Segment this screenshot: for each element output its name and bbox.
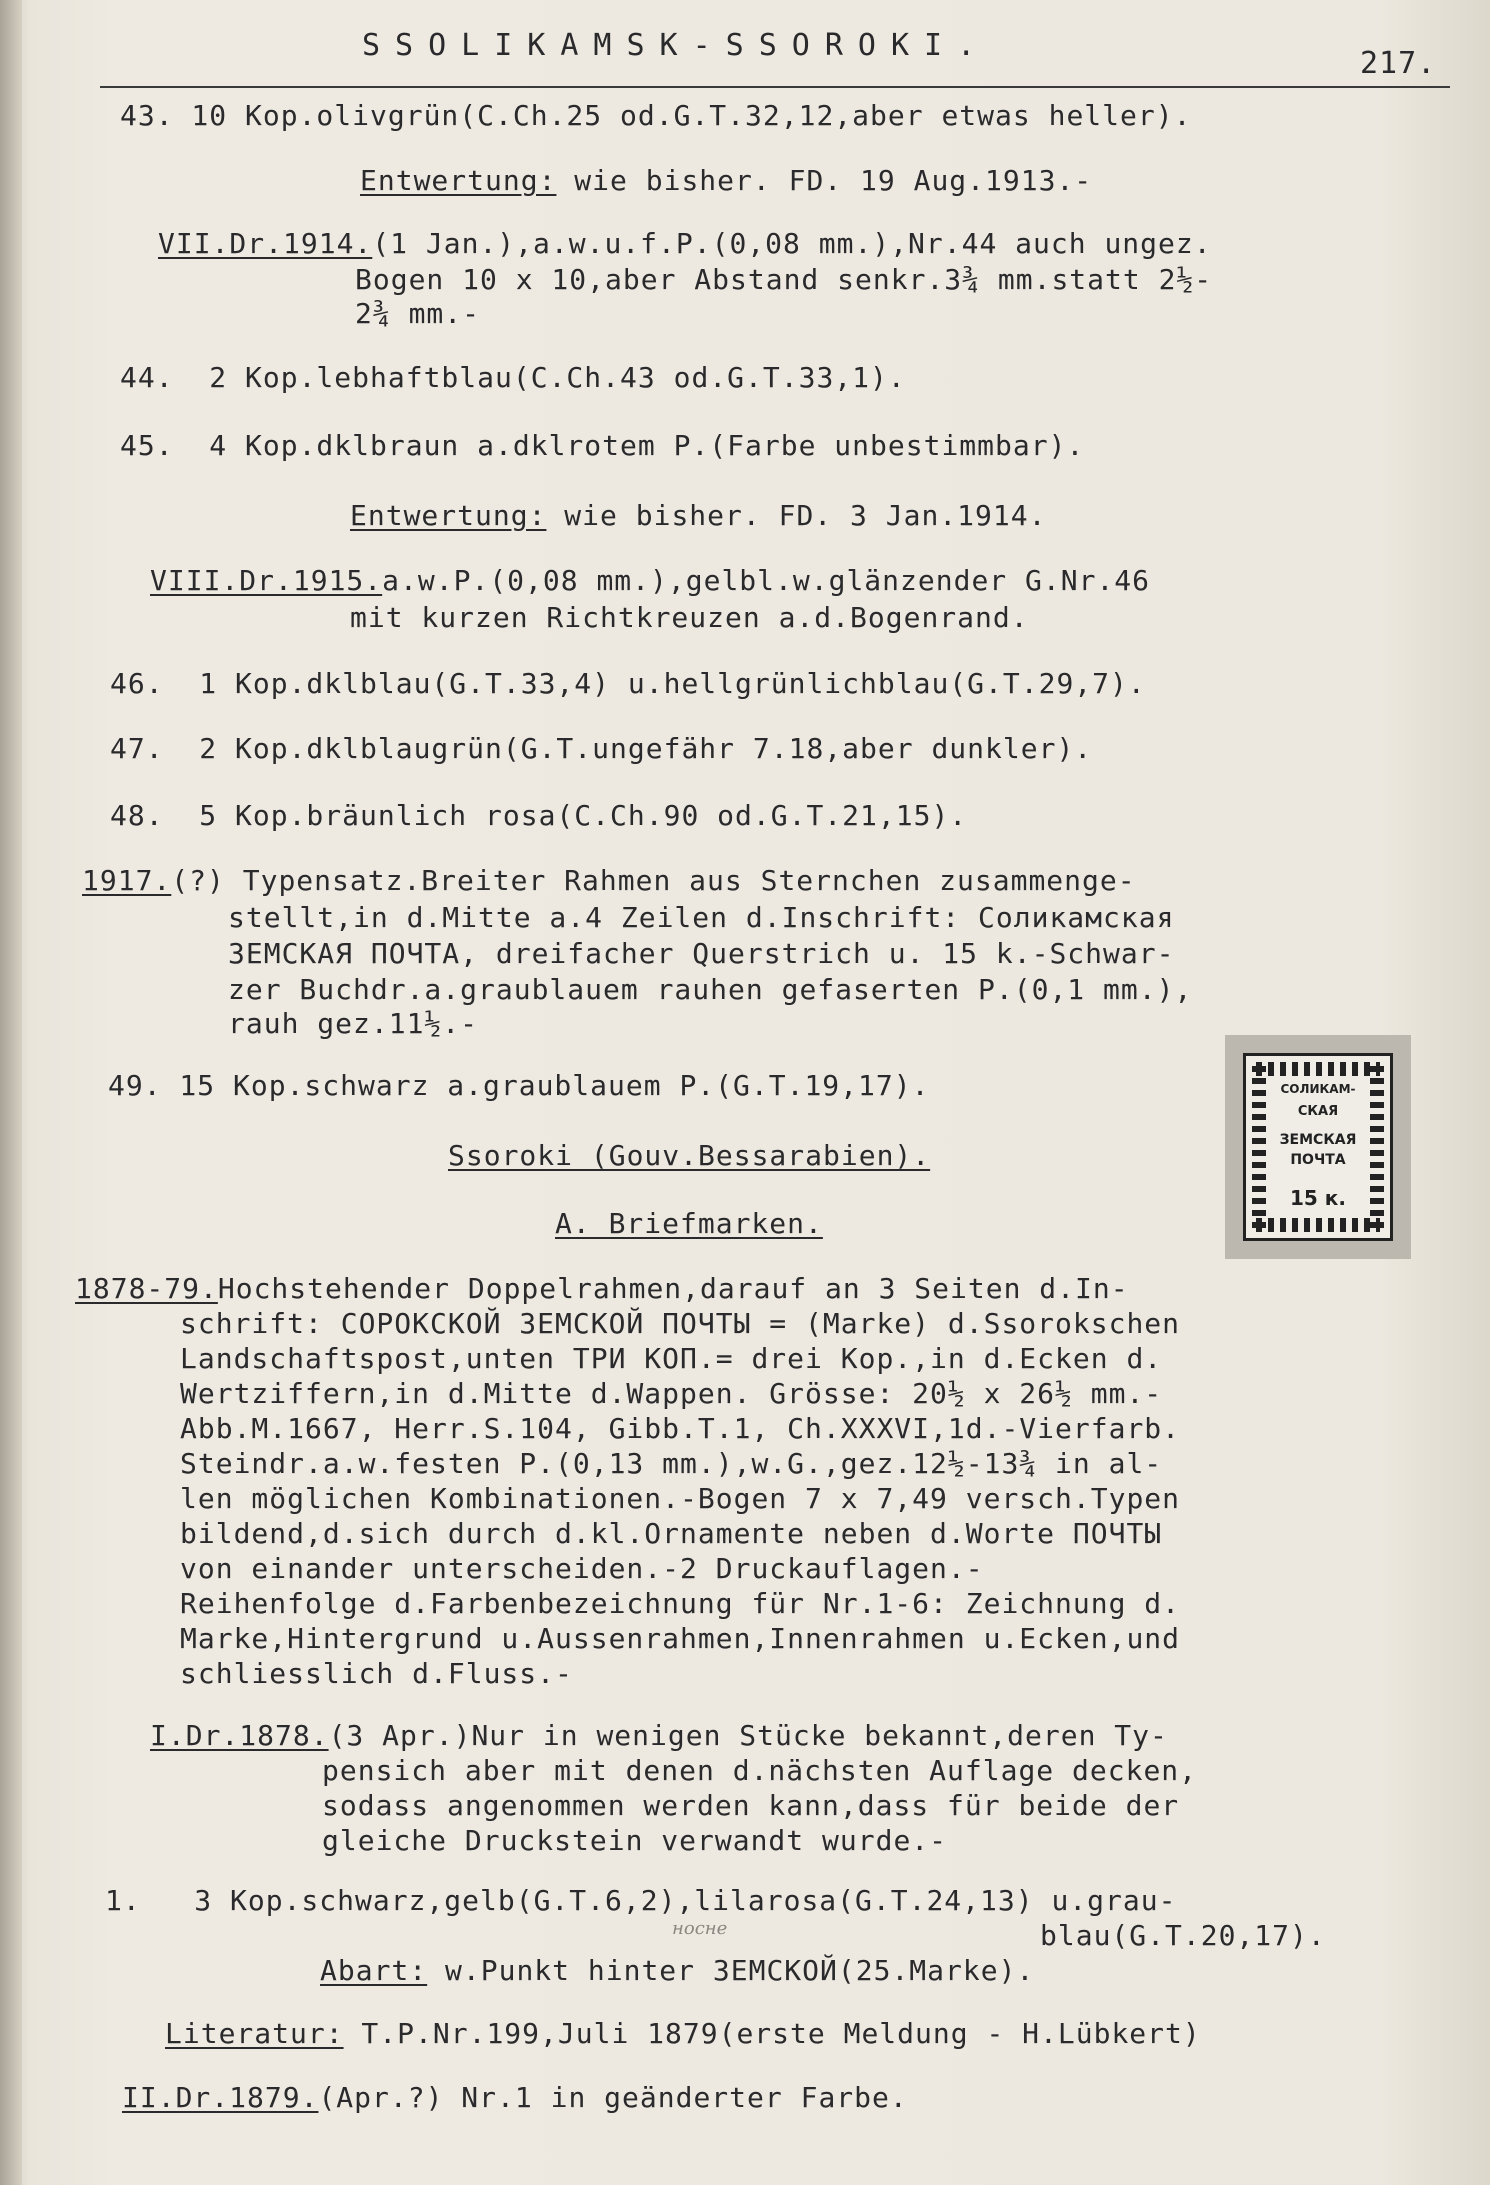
label-literatur: Literatur:: [165, 2017, 344, 2050]
issue-vii-1914: VII.Dr.1914.(1 Jan.),a.w.u.f.P.(0,08 mm.),Nr.44 auch ungez.: [158, 227, 1212, 260]
header-rule: [100, 86, 1450, 88]
entry-47: 47. 2 Kop.dklblaugrün(G.T.ungefähr 7.18,aber dunkler).: [110, 732, 1093, 765]
label-entwertung: Entwertung:: [360, 164, 557, 197]
entry-46: 46. 1 Kop.dklblau(G.T.33,4) u.hellgrünlichblau(G.T.29,7).: [110, 667, 1146, 700]
entry-44: 44. 2 Kop.lebhaftblau(C.Ch.43 od.G.T.33,1).: [120, 361, 906, 394]
issue-1878-cont-10: Marke,Hintergrund u.Aussenrahmen,Innenrahmen u.Ecken,und: [180, 1622, 1181, 1655]
literature-line: Literatur: T.P.Nr.199,Juli 1879(erste Meldung - H.Lübkert): [165, 2017, 1201, 2050]
entry-1-cont: blau(G.T.20,17).: [1040, 1919, 1326, 1952]
stamp-star-border-top: [1256, 1062, 1380, 1076]
label-i-dr-1878: I.Dr.1878.: [150, 1719, 329, 1752]
issue-1878-cont-1: schrift: СОРОКСКОЙ ЗЕМСКОЙ ПОЧТЫ = (Marke) d.Ssorokschen: [180, 1307, 1181, 1340]
cancellation-line: Entwertung: wie bisher. FD. 19 Aug.1913.-: [360, 164, 1093, 197]
stamp-text-line2: ЗЕМСКАЯ: [1279, 1132, 1357, 1148]
variety-line: Abart: w.Punkt hinter ЗЕМСКОЙ(25.Marke).: [320, 1954, 1035, 1987]
label-ii-dr-1879: II.Dr.1879.: [122, 2081, 319, 2114]
stamp-frame: [1243, 1053, 1393, 1241]
stamp-star-border-bottom: [1256, 1218, 1380, 1232]
issue-ii-1879: II.Dr.1879.(Apr.?) Nr.1 in geänderter Farbe.: [122, 2081, 908, 2114]
issue-viii-1915: VIII.Dr.1915.a.w.P.(0,08 mm.),gelbl.w.glänzender G.Nr.46: [150, 564, 1151, 597]
stamp-text-line1: СКАЯ: [1297, 1104, 1339, 1119]
issue-1878-cont-2: Landschaftspost,unten ТРИ КОП.= drei Kop.,in d.Ecken d.: [180, 1342, 1163, 1375]
entry-43: 43. 10 Kop.olivgrün(C.Ch.25 od.G.T.32,12,aber etwas heller).: [120, 99, 1192, 132]
running-header-title: SSOLIKAMSK-SSOROKI.: [362, 28, 991, 63]
issue-i-1878: I.Dr.1878.(3 Apr.)Nur in wenigen Stücke bekannt,deren Ty-: [150, 1719, 1168, 1752]
entry-45: 45. 4 Kop.dklbraun a.dklrotem P.(Farbe unbestimmbar).: [120, 429, 1085, 462]
issue-viii-cont: mit kurzen Richtkreuzen a.d.Bogenrand.: [350, 601, 1029, 634]
issue-vii-cont-2: 2¾ mm.-: [355, 297, 481, 330]
issue-1917: 1917.(?) Typensatz.Breiter Rahmen aus Sternchen zusammenge-: [82, 864, 1136, 897]
pencil-annotation: носне: [672, 1918, 728, 1939]
stamp-text-line3: ПОЧТА: [1290, 1152, 1346, 1168]
issue-1878-cont-7: bildend,d.sich durch d.kl.Ornamente neben d.Worte ПОЧТЫ: [180, 1517, 1163, 1550]
stamp-value: 15 к.: [1290, 1186, 1346, 1210]
issue-1878-cont-4: Abb.M.1667, Herr.S.104, Gibb.T.1, Ch.XXXVI,1d.-Vierfarb.: [180, 1412, 1181, 1445]
label-1878-79: 1878-79.: [75, 1272, 218, 1305]
page-number: 217.: [1360, 46, 1437, 81]
issue-1878-cont-3: Wertziffern,in d.Mitte d.Wappen. Grösse: 20½ x 26½ mm.-: [180, 1377, 1163, 1410]
issue-1917-cont-3: zer Buchdr.a.graublauem rauhen gefaserten P.(0,1 mm.),: [228, 973, 1193, 1006]
issue-1878-79: 1878-79.Hochstehender Doppelrahmen,darauf an 3 Seiten d.In-: [75, 1272, 1129, 1305]
label-entwertung: Entwertung:: [350, 499, 547, 532]
label-vii-dr-1914: VII.Dr.1914.: [158, 227, 373, 260]
issue-1878-cont-8: von einander unterscheiden.-2 Druckauflagen.-: [180, 1552, 984, 1585]
issue-i-cont-3: gleiche Druckstein verwandt wurde.-: [322, 1824, 948, 1857]
subsection-heading-briefmarken: A. Briefmarken.: [555, 1207, 823, 1240]
book-spine-shadow: [0, 0, 22, 2185]
issue-1917-cont-4: rauh gez.11½.-: [228, 1007, 479, 1040]
stamp-text-top: СОЛИКАМ-: [1280, 1082, 1356, 1096]
issue-1878-cont-6: len möglichen Kombinationen.-Bogen 7 x 7,49 versch.Typen: [180, 1482, 1181, 1515]
stamp-image-solikamsk-15k: [1225, 1035, 1411, 1259]
issue-1917-cont-1: stellt,in d.Mitte a.4 Zeilen d.Inschrift: Соликамская: [228, 901, 1175, 934]
section-heading-ssoroki: Ssoroki (Gouv.Bessarabien).: [448, 1139, 931, 1172]
issue-vii-cont-1: Bogen 10 x 10,aber Abstand senkr.3¾ mm.statt 2½-: [355, 263, 1213, 296]
label-1917: 1917.: [82, 864, 172, 897]
entry-48: 48. 5 Kop.bräunlich rosa(C.Ch.90 od.G.T.21,15).: [110, 799, 968, 832]
issue-1917-cont-2: ЗЕМСКАЯ ПОЧТА, dreifacher Querstrich u. 15 k.-Schwar-: [228, 937, 1175, 970]
issue-1878-cont-11: schliesslich d.Fluss.-: [180, 1657, 573, 1690]
label-abart: Abart:: [320, 1954, 428, 1987]
issue-i-cont-2: sodass angenommen werden kann,dass für beide der: [322, 1789, 1180, 1822]
entry-49: 49. 15 Kop.schwarz a.graublauem P.(G.T.19,17).: [108, 1069, 930, 1102]
entry-1: 1. 3 Kop.schwarz,gelb(G.T.6,2),lilarosa(G.T.24,13) u.grau-: [105, 1884, 1177, 1917]
issue-i-cont-1: pensich aber mit denen d.nächsten Auflage decken,: [322, 1754, 1198, 1787]
label-viii-dr-1915: VIII.Dr.1915.: [150, 564, 383, 597]
cancellation-line: Entwertung: wie bisher. FD. 3 Jan.1914.: [350, 499, 1047, 532]
issue-1878-cont-5: Steindr.a.w.festen P.(0,13 mm.),w.G.,gez.12½-13¾ in al-: [180, 1447, 1163, 1480]
issue-1878-cont-9: Reihenfolge d.Farbenbezeichnung für Nr.1-6: Zeichnung d.: [180, 1587, 1181, 1620]
